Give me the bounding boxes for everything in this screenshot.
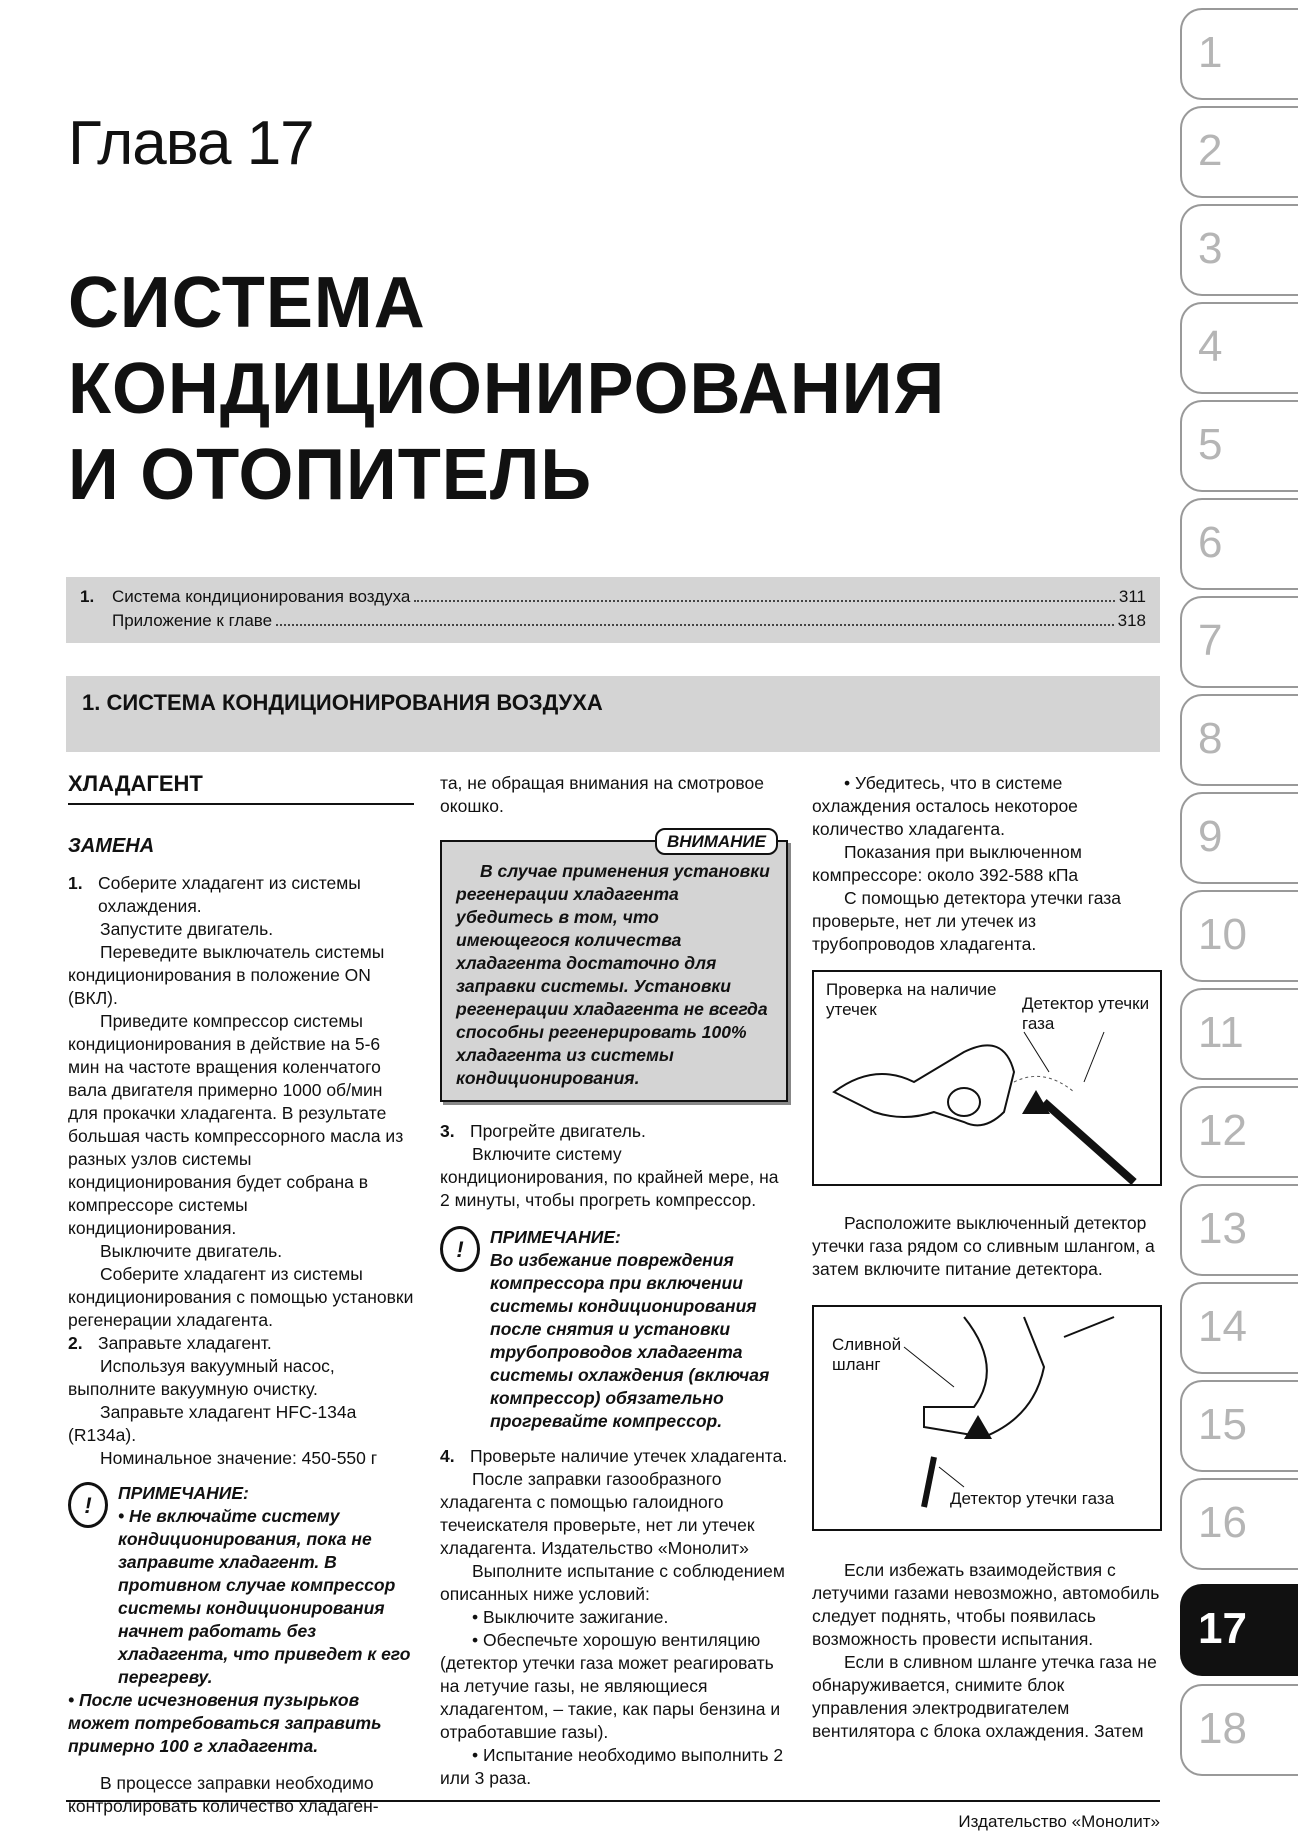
tab-chapter-18[interactable] <box>1180 1684 1298 1776</box>
step-number: 4. <box>440 1446 455 1466</box>
toc-leader <box>276 624 1114 626</box>
tab-label: 5 <box>1198 420 1223 469</box>
tab-chapter-10[interactable] <box>1180 890 1298 982</box>
bullet-item: • Выключите зажигание. <box>472 1607 669 1627</box>
figure-label: Проверка на наличие утечек <box>826 980 997 1019</box>
tab-chapter-5[interactable] <box>1180 400 1298 492</box>
toc-leader <box>414 600 1115 602</box>
lightbulb-icon: ! <box>68 1482 108 1528</box>
paragraph: Выключите двигатель. <box>100 1241 283 1261</box>
leak-check-illustration <box>814 972 1160 1184</box>
step-number: 3. <box>440 1121 455 1141</box>
paragraph: С помощью детектора утечки газа проверьте, нет ли утечек из трубопроводов хладагента. <box>812 888 1122 954</box>
column-2 <box>440 772 788 1790</box>
tab-label: 14 <box>1198 1302 1247 1351</box>
note-text: Во избежание повреждения компрессора при включении системы кондиционирования после снятия и установки трубопроводов хладагента системы охлаждения (включая компрессор) обязательно прогревайте компрессор. <box>490 1250 770 1431</box>
figure-drain-hose <box>812 1305 1162 1531</box>
paragraph: Выполните испытание с соблюдением описанных ниже условий: <box>440 1561 785 1604</box>
tab-chapter-14[interactable] <box>1180 1282 1298 1374</box>
warning-box <box>440 832 788 1102</box>
note-bullet: • Не включайте систему кондиционирования, пока не заправите хладагент. В противном случае компрессор системы кондиционирования начнет работать без хладагента, что приведет к его перегреву. <box>118 1506 411 1687</box>
toc-num: 1. <box>80 587 95 606</box>
title-line: СИСТЕМА <box>68 263 426 343</box>
footer-rule <box>66 1800 1160 1802</box>
step-2 <box>68 1332 414 1355</box>
paragraph: Номинальное значение: 450-550 г <box>100 1448 378 1468</box>
step-1 <box>68 872 414 918</box>
tab-chapter-8[interactable] <box>1180 694 1298 786</box>
note-bullet: • После исчезновения пузырьков может потребоваться заправить примерно 100 г хладагента. <box>68 1690 382 1756</box>
step-text: Заправьте хладагент. <box>98 1333 272 1353</box>
tab-label: 8 <box>1198 714 1223 763</box>
note-header <box>68 1482 414 1689</box>
tab-chapter-16[interactable] <box>1180 1478 1298 1570</box>
figure-leak-check <box>812 970 1162 1186</box>
paragraph: Показания при выключенном компрессоре: около 392-588 кПа <box>812 842 1082 885</box>
tab-chapter-12[interactable] <box>1180 1086 1298 1178</box>
paragraph: Если избежать взаимодействия с летучими газами невозможно, автомобиль следует поднять, чтобы появилась возможность провести испытания. <box>812 1560 1160 1649</box>
tab-label: 4 <box>1198 322 1223 371</box>
tab-label: 9 <box>1198 812 1223 861</box>
tab-chapter-6[interactable] <box>1180 498 1298 590</box>
note-block <box>68 1482 414 1758</box>
tab-label: 2 <box>1198 126 1223 175</box>
tab-label: 11 <box>1198 1008 1244 1057</box>
step-number: 1. <box>68 873 83 893</box>
tab-label: 16 <box>1198 1498 1247 1547</box>
step-text: Прогрейте двигатель. <box>470 1121 646 1141</box>
tab-label: 17 <box>1198 1604 1247 1653</box>
step-text: Соберите хладагент из системы охлаждения. <box>98 873 361 916</box>
note-block <box>440 1226 788 1433</box>
note-body <box>118 1482 414 1689</box>
lightbulb-icon: ! <box>440 1226 480 1272</box>
title-line: КОНДИЦИОНИРОВАНИЯ <box>68 349 946 429</box>
toc-label: Система кондиционирования воздуха <box>112 587 411 606</box>
tab-chapter-4[interactable] <box>1180 302 1298 394</box>
tab-chapter-9[interactable] <box>1180 792 1298 884</box>
tab-chapter-2[interactable] <box>1180 106 1298 198</box>
paragraph: Соберите хладагент из системы кондиционирования с помощью установки регенерации хладагента. <box>68 1264 414 1330</box>
warning-text: В случае применения установки регенерации хладагента убедитесь в том, что имеющегося количества хладагента достаточно для заправки системы. Установки регенерации хладагента не всегда способны регенерировать 100% хладагента из системы кондиционирования. <box>456 861 770 1088</box>
toc-entry[interactable] <box>80 611 1146 631</box>
heading-refrigerant: ХЛАДАГЕНТ <box>68 772 414 805</box>
subheading-replacement: ЗАМЕНА <box>68 835 155 857</box>
note-title: ПРИМЕЧАНИЕ: <box>118 1483 249 1503</box>
bullet-item: • Обеспечьте хорошую вентиляцию (детектор утечки газа может реагировать на летучие газы, не являющиеся хладагентом, – такие, как пары бензина и отработавшие газы). <box>440 1630 781 1742</box>
footer-publisher: Издательство «Монолит» <box>958 1812 1160 1831</box>
tab-chapter-13[interactable] <box>1180 1184 1298 1276</box>
column-3 <box>812 772 1162 1743</box>
bullet-item: • Испытание необходимо выполнить 2 или 3 раза. <box>440 1745 784 1788</box>
toc-label: Приложение к главе <box>112 611 273 630</box>
paragraph: Расположите выключенный детектор утечки газа рядом со сливным шлангом, а затем включите питание детектора. <box>812 1213 1155 1279</box>
paragraph: Если в сливном шланге утечка газа не обнаруживается, снимите блок управления электродвигателем вентилятора с блока охлаждения. Затем <box>812 1652 1157 1741</box>
title-line: И ОТОПИТЕЛЬ <box>68 435 593 515</box>
step-4 <box>440 1445 788 1468</box>
tab-label: 15 <box>1198 1400 1247 1449</box>
tab-label: 18 <box>1198 1704 1247 1753</box>
step-number: 2. <box>68 1333 83 1353</box>
note-title: ПРИМЕЧАНИЕ: <box>490 1227 621 1247</box>
section-title: 1. СИСТЕМА КОНДИЦИОНИРОВАНИЯ ВОЗДУХА <box>82 690 603 715</box>
figure-label: Детектор утечки газа <box>1022 994 1150 1033</box>
tab-label: 6 <box>1198 518 1223 567</box>
tab-chapter-17[interactable] <box>1180 1584 1298 1676</box>
tab-label: 12 <box>1198 1106 1247 1155</box>
tab-label: 10 <box>1198 910 1247 959</box>
paragraph: Включите систему кондиционирования, по крайней мере, на 2 минуты, чтобы прогреть компрессор. <box>440 1144 779 1210</box>
warning-label: ВНИМАНИЕ <box>655 828 778 855</box>
paragraph: Заправьте хладагент HFC-134a (R134a). <box>68 1402 357 1445</box>
note-header <box>440 1226 788 1433</box>
paragraph: В процессе заправки необходимо контролировать количество хладаген- <box>68 1773 379 1816</box>
chapter-tabs <box>1180 0 1300 1839</box>
tab-chapter-7[interactable] <box>1180 596 1298 688</box>
paragraph: Запустите двигатель. <box>100 919 274 939</box>
tab-label: 3 <box>1198 224 1223 273</box>
toc-entry[interactable] <box>80 587 1146 607</box>
chapter-label: Глава 17 <box>68 109 314 178</box>
tab-label: 13 <box>1198 1204 1247 1253</box>
table-of-contents <box>66 577 1160 643</box>
note-body <box>490 1226 788 1433</box>
tab-chapter-1[interactable] <box>1180 8 1298 100</box>
paragraph: Приведите компрессор системы кондиционирования в действие на 5-6 мин на частоте вращения коленчатого вала двигателя примерно 1000 об/мин для прокачки хладагента. В результате большая часть компрессорного масла из разных узлов системы кондиционирования будет собрана в компрессоре системы кондиционирования. <box>68 1011 404 1238</box>
paragraph: Переведите выключатель системы кондиционирования в положение ON (ВКЛ). <box>68 942 385 1008</box>
column-1 <box>68 772 414 1818</box>
tab-chapter-11[interactable] <box>1180 988 1298 1080</box>
tab-chapter-15[interactable] <box>1180 1380 1298 1472</box>
step-3 <box>440 1120 788 1143</box>
bullet-item: • Убедитесь, что в системе охлаждения осталось некоторое количество хладагента. <box>812 773 1078 839</box>
drain-hose-illustration <box>814 1307 1160 1529</box>
figure-label: Сливной шланг <box>832 1335 902 1374</box>
paragraph: После заправки газообразного хладагента с помощью галоидного течеискателя проверьте, нет ли утечек хладагента. Издательство «Монолит» <box>440 1469 755 1558</box>
paragraph: Используя вакуумный насос, выполните вакуумную очистку. <box>68 1356 335 1399</box>
step-text: Проверьте наличие утечек хладагента. <box>470 1446 788 1466</box>
chapter-title <box>68 260 945 518</box>
toc-page: 311 <box>1118 587 1146 606</box>
tab-label: 1 <box>1198 28 1223 77</box>
figure-label: Детектор утечки газа <box>950 1489 1115 1508</box>
toc-page: 318 <box>1117 611 1146 630</box>
paragraph: та, не обращая внимания на смотровое окошко. <box>440 773 764 816</box>
section-header <box>66 676 1160 752</box>
tab-chapter-3[interactable] <box>1180 204 1298 296</box>
tab-label: 7 <box>1198 616 1223 665</box>
